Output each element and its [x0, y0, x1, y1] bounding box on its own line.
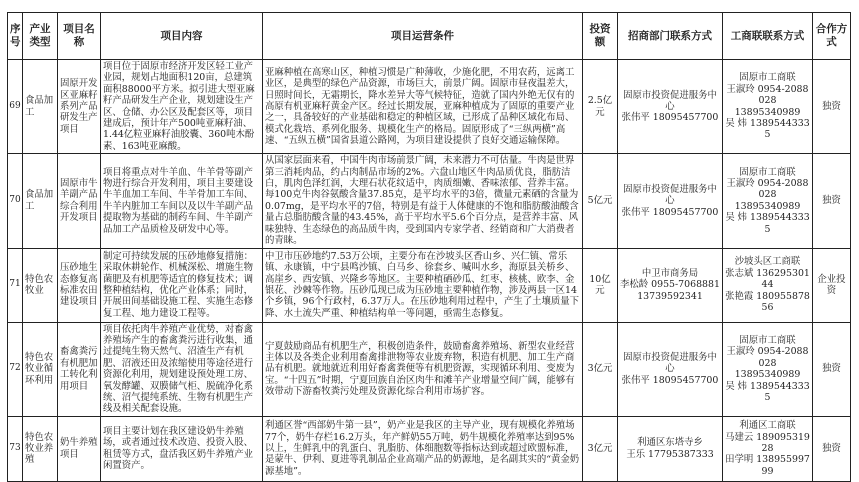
header-dept-contact: 招商部门联系方式 — [618, 13, 723, 60]
fic-contact: 固原市工商联 王淑玲 0954-2088028 13895340989 吴 炜 13895443335 — [723, 322, 813, 416]
table-row — [8, 60, 851, 154]
row-number: 71 — [8, 248, 23, 322]
dept-contact: 固原市投资促进服务中心 张伟平 18095457700 — [618, 322, 723, 416]
operating-conditions: 亚麻种植在高寒山区，种植习惯是广种薄收，少施化肥，不用农药，远离工业区，是典型的绿色产品资源，市场巨大，前景广阔。固原市昼夜温差大，日照时间长，无霜期长，降水差异大等气候特征，造就了国内外绝无仅有的高原有机亚麻籽黄金产区。经过长期发展，亚麻种植成为了固原的重要产业之一，具备较好的产业基础和稳定的种植区域，已形成了品种区域化布局、模式化栽培、系列化服务、规模化生产的格局。固原形成了“三纵两横”高速、“五纵五横”国省县道公路网，为项目建设提供了良好交通运输保障。 — [263, 60, 583, 154]
fic-contact: 沙坡头区工商联 张志斌 13629530144 张艳霞 18095587856 — [723, 248, 813, 322]
industry-type: 食品加工 — [23, 154, 58, 248]
header-content: 项目内容 — [101, 13, 263, 60]
table-row — [8, 154, 851, 248]
project-content: 制定可持续发展的压砂地修复措施：采取休耕轮作、机械深松、增施生物菌肥及有机肥等适宜的修复技术；调整种植结构，优化产业体系；同时，开展田间基础设施工程、实施生态修复工程、地力建设工程等。 — [101, 248, 263, 322]
dept-contact: 固原市投资促进服务中心 张伟平 18095457700 — [618, 60, 723, 154]
cooperation-mode: 独资 — [813, 322, 851, 416]
investment-amount: 3亿元 — [583, 322, 618, 416]
cooperation-mode: 企业投资 — [813, 248, 851, 322]
row-number: 70 — [8, 154, 23, 248]
project-content: 项目将重点对牛羊血、牛羊骨等副产物进行综合开发利用，项目主要建设牛羊血加工车间、牛羊骨加工车间、牛羊内脏加工车间以及以牛羊副产品提取物为基础的制药车间、牛羊副产品加工产品质检及研发中心等。 — [101, 154, 263, 248]
project-content: 项目依托肉牛养殖产业优势，对畜禽养殖场产生的畜禽粪污进行收集，通过提纯生物天然气、沼渣生产有机肥、沼液还田及浓缩使用等途径进行资源化利用，规划建设预处理工房、氧发酵罐、双膜储气柜、脱硫净化系统、沼气提纯系统、生物有机肥生产线及相关配套设施。 — [101, 322, 263, 416]
project-content: 项目主要计划在我区建设奶牛养殖场，或者通过技术改造、投资入股、租赁等方式，盘活我区奶牛养殖产业闲置资产。 — [101, 416, 263, 481]
header-name: 项目名称 — [58, 13, 101, 60]
industry-type: 食品加工 — [23, 60, 58, 154]
header-conditions: 项目运营条件 — [263, 13, 583, 60]
operating-conditions: 中卫市压砂地约7.53万公顷，主要分布在沙坡头区香山乡、兴仁镇、常乐镇、永康镇，中宁县鸣沙镇、白马乡、徐套乡、喊叫水乡，海原县关桥乡、高崖乡、西安镇、兴隆乡等地区。主要种植硒砂瓜、红枣、核桃、欧李、金银花、沙棘等作物。压砂瓜现已成为压砂地主要种植作物，涉及两县一区14个乡镇，96个行政村，6.37万人。在压砂地利用过程中，产生了土壤质量下降、水土流失严重、种植结构单一等问题，亟需生态修复。 — [263, 248, 583, 322]
investment-amount: 10亿元 — [583, 248, 618, 322]
industry-type: 特色农牧业养殖 — [23, 416, 58, 481]
project-name: 奶牛养殖项目 — [58, 416, 101, 481]
industry-type: 特色农牧业循环利用 — [23, 322, 58, 416]
header-investment: 投资额 — [583, 13, 618, 60]
dept-contact: 利通区东塔寺乡 王乐 17795387333 — [618, 416, 723, 481]
project-content: 项目位于固原市经济开发区轻工业产业园，规划占地面积120亩，总建筑面积88000平方米。拟引进大型亚麻籽产品研发生产企业，规划建设生产区、仓储、办公区及配套区等，项目建成后，预计年产500吨亚麻籽油、1.44亿粒亚麻籽油胶囊、360吨木酚素、163吨亚麻酸。 — [101, 60, 263, 154]
table-row — [8, 248, 851, 322]
dept-contact: 固原市投资促进服务中心 张伟平 18095457700 — [618, 154, 723, 248]
cooperation-mode: 独资 — [813, 416, 851, 481]
investment-amount: 5亿元 — [583, 154, 618, 248]
header-no: 序号 — [8, 13, 23, 60]
table-row — [8, 322, 851, 416]
project-name: 固原开发区亚麻籽系列产品研发生产项目 — [58, 60, 101, 154]
dept-contact: 中卫市商务局 李松龄 0955-7068881 13739592341 — [618, 248, 723, 322]
cooperation-mode: 独资 — [813, 60, 851, 154]
operating-conditions: 利通区誉“西部奶牛第一县”，奶产业是我区的主导产业，现有规模化养殖场77个，奶牛存栏16.2万头，年产鲜奶55万吨，奶牛规模化养殖率达到95%以上，生鲜乳中的乳蛋白、乳脂肪、体细胞数等指标达到或超过欧盟标准，是蒙牛、伊利、夏进等乳制品企业高端产品的奶源地，是名副其实的“黄金奶源基地”。 — [263, 416, 583, 481]
header-cooperation: 合作方式 — [813, 13, 851, 60]
table-row — [8, 416, 851, 481]
row-number: 73 — [8, 416, 23, 481]
fic-contact: 固原市工商联 王淑玲 0954-2088028 13895340989 吴 炜 13895443335 — [723, 60, 813, 154]
header-type: 产业类型 — [23, 13, 58, 60]
investment-amount: 3亿元 — [583, 416, 618, 481]
investment-projects-table — [7, 12, 851, 482]
fic-contact: 利通区工商联 马建云 18909531928 田学明 13895599799 — [723, 416, 813, 481]
operating-conditions: 从国家层面来看，中国牛肉市场前景广阔，未来潜力不可估量。牛肉是世界第三消耗肉品，约占肉制品市场的2%。六盘山地区牛肉品质优良，脂肪洁白，肌肉色泽红润，大理石状花纹适中，肉质细嫩、香味浓郁、营养丰富。每100克牛肉谷氨酸含量37.85克，是平均水平的3倍，微量元素硒的含量为0.07mg，是平均水平的7倍，特别是有益于人体健康的不饱和脂肪酸油酸含量占总脂肪酸含量的43.45%，高于平均水平5.6个百分点，是营养丰富、风味独特、生态绿色的高品质牛肉，受到国内专家学者、经销商和广大消费者的青睐。 — [263, 154, 583, 248]
cooperation-mode: 独资 — [813, 154, 851, 248]
industry-type: 特色农牧业 — [23, 248, 58, 322]
header-fic-contact: 工商联联系方式 — [723, 13, 813, 60]
row-number: 69 — [8, 60, 23, 154]
project-name: 畜禽粪污有机肥加工转化利用项目 — [58, 322, 101, 416]
operating-conditions: 宁夏鼓励商品有机肥生产，积极创造条件，鼓励畜禽养殖场、新型农业经营主体以及各类企业利用畜禽排泄物等农业废弃物，积造有机肥、加工生产商品有机肥。就地就近利用好畜禽粪便等有机肥资源，实现循环利用、变废为宝。“十四五”时期，宁夏回族自治区肉牛和滩羊产业增量空间广阔，能够有效带动下游畜牧粪污处理及资源化综合利用市场扩容。 — [263, 322, 583, 416]
header-row — [8, 13, 851, 60]
fic-contact: 固原市工商联 王淑玲 0954-2088028 13895340989 吴 炜 13895443335 — [723, 154, 813, 248]
project-name: 压砂地生态修复高标准农田建设项目 — [58, 248, 101, 322]
row-number: 72 — [8, 322, 23, 416]
investment-amount: 2.5亿元 — [583, 60, 618, 154]
project-name: 固原市牛羊副产品综合利用开发项目 — [58, 154, 101, 248]
